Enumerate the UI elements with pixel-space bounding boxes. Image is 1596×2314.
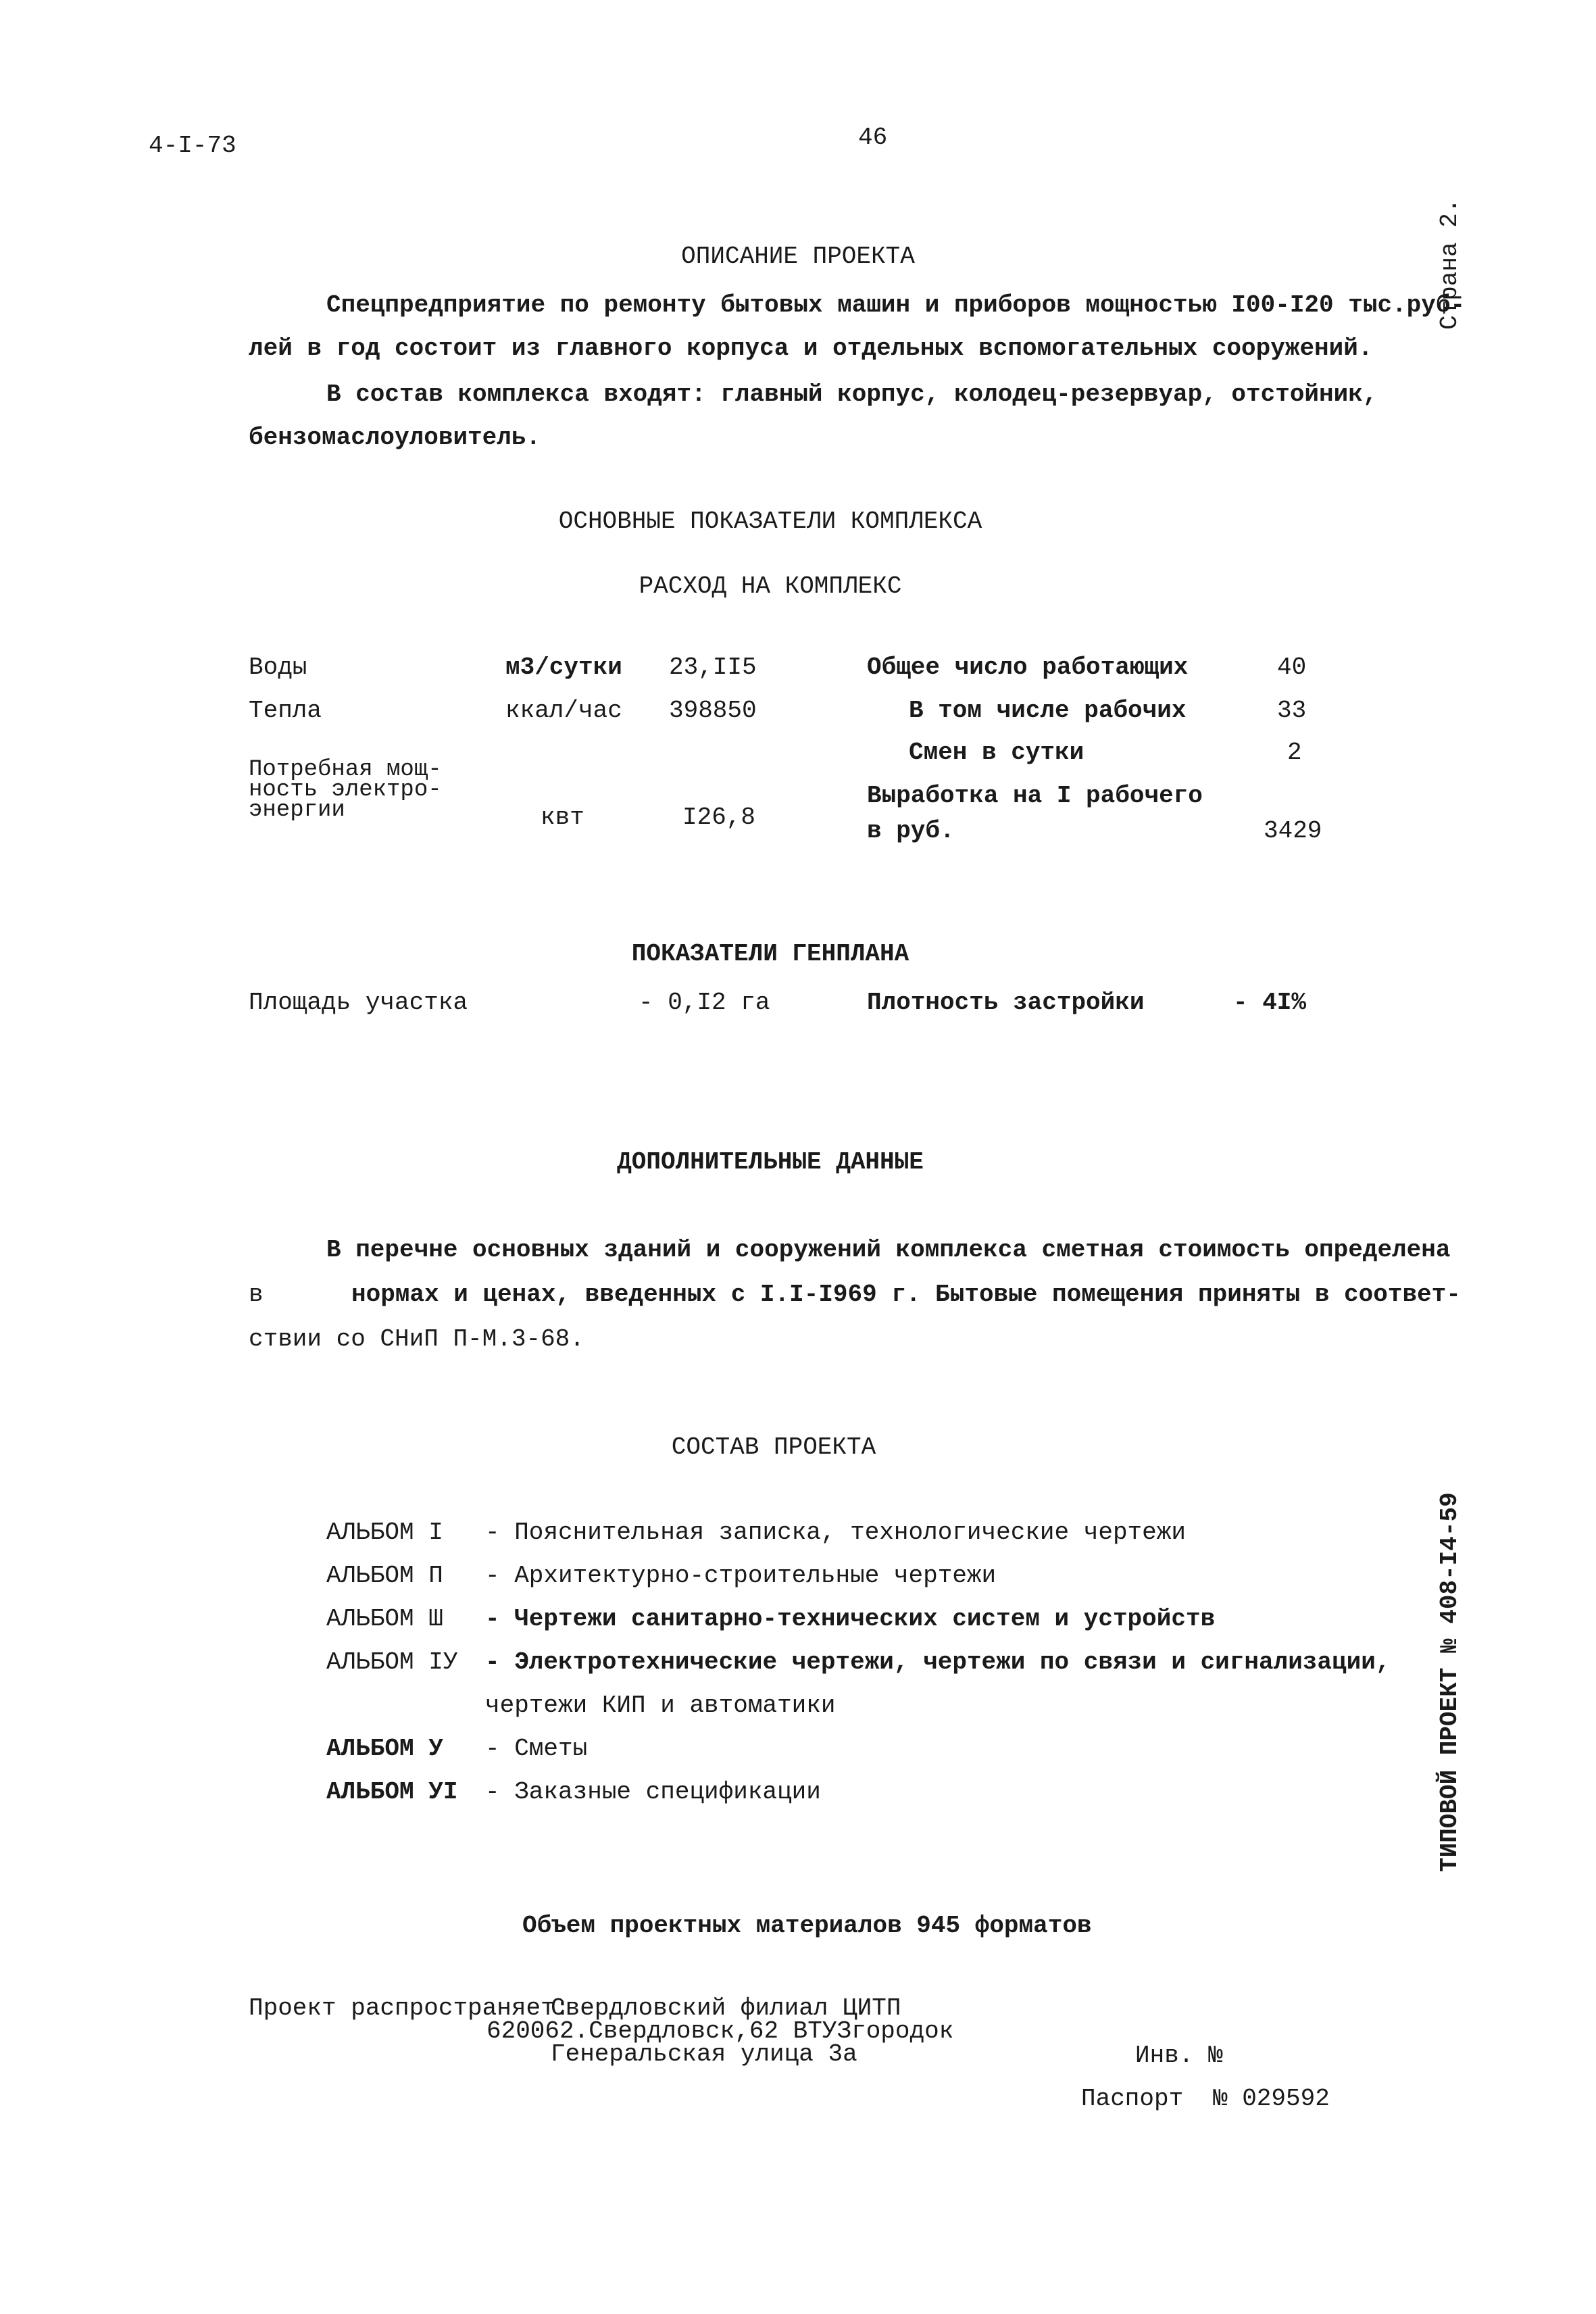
power-unit: квт: [541, 804, 584, 831]
composition-title: СОСТАВ ПРОЕКТА: [671, 1433, 876, 1461]
passport-number: № 029592: [1213, 2085, 1330, 2113]
heat-label: Тепла: [249, 697, 322, 724]
album-name: АЛЬБОМ I: [326, 1519, 443, 1546]
indicators-subtitle: РАСХОД НА КОМПЛЕКС: [639, 572, 902, 600]
output-label-2: в руб.: [867, 817, 955, 845]
power-value: I26,8: [682, 804, 756, 831]
additional-title: ДОПОЛНИТЕЛЬНЫЕ ДАННЫЕ: [617, 1148, 924, 1176]
inventory-label: Инв. №: [1135, 2042, 1223, 2069]
additional-line2-prefix: в: [249, 1281, 264, 1308]
power-label-3: энергии: [249, 797, 345, 823]
density-value: - 4I%: [1233, 989, 1307, 1016]
album-name: АЛЬБОМ У: [326, 1735, 443, 1763]
doc-code: 4-I-73: [149, 132, 236, 159]
shifts-label: Смен в сутки: [909, 739, 1084, 766]
additional-line3: ствии со СНиП П-М.3-68.: [249, 1325, 584, 1353]
water-value: 23,II5: [669, 654, 757, 681]
description-p2-line2: бензомаслоуловитель.: [249, 424, 541, 451]
album-desc: - Архитектурно-строительные чертежи: [485, 1562, 997, 1590]
passport-label: Паспорт: [1081, 2085, 1184, 2113]
additional-line2: нормах и ценах, введенных с I.I-I969 г. Бытовые помещения приняты в соответ-: [351, 1281, 1461, 1308]
workers-incl-label: В том числе рабочих: [909, 697, 1187, 724]
power-label-1: Потребная мощ-: [249, 757, 442, 783]
workers-incl-value: 33: [1277, 697, 1307, 724]
description-title: ОПИСАНИЕ ПРОЕКТА: [681, 243, 915, 270]
page-number: 46: [858, 124, 888, 151]
area-label: Площадь участка: [249, 989, 468, 1016]
project-volume: Объем проектных материалов 945 форматов: [522, 1912, 1092, 1940]
heat-unit: ккал/час: [505, 697, 622, 724]
album-desc: - Пояснительная записка, технологические чертежи: [485, 1519, 1186, 1546]
album-name: АЛЬБОМ УI: [326, 1778, 458, 1806]
distributor-label: Проект распространяет:: [249, 1994, 570, 2022]
side-label-project-number: ТИПОВОЙ ПРОЕКТ № 408-I4-59: [1436, 1492, 1464, 1872]
description-p2-line1: В состав комплекса входят: главный корпус, колодец-резервуар, отстойник,: [326, 380, 1378, 408]
output-label-1: Выработка на I рабочего: [867, 782, 1203, 810]
genplan-title: ПОКАЗАТЕЛИ ГЕНПЛАНА: [631, 940, 909, 968]
address-line-1: 620062.Свердловск,62 ВТУЗгородок: [487, 2017, 954, 2045]
album-desc: - Электротехнические чертежи, чертежи по связи и сигнализации,: [485, 1648, 1391, 1676]
workers-value: 40: [1277, 654, 1307, 681]
album-desc: - Сметы: [485, 1735, 588, 1763]
shifts-value: 2: [1287, 739, 1302, 766]
workers-label: Общее число работающих: [867, 654, 1189, 681]
area-value: - 0,I2 га: [639, 989, 770, 1016]
description-p1-line2: лей в год состоит из главного корпуса и отдельных вспомогательных сооружений.: [249, 335, 1373, 362]
heat-value: 398850: [669, 697, 757, 724]
album-desc: - Чертежи санитарно-технических систем и устройств: [485, 1605, 1216, 1633]
density-label: Плотность застройки: [867, 989, 1145, 1016]
distributor-name: Свердловский филиал ЦИТП: [551, 1994, 901, 2022]
output-value: 3429: [1264, 817, 1322, 845]
power-label-2: ность электро-: [249, 777, 442, 803]
water-label: Воды: [249, 654, 307, 681]
album-name: АЛЬБОМ Ш: [326, 1605, 443, 1633]
side-label-top: Страна 2.: [1436, 198, 1464, 330]
indicators-title: ОСНОВНЫЕ ПОКАЗАТЕЛИ КОМПЛЕКСА: [558, 508, 982, 535]
album-name: АЛЬБОМ IУ: [326, 1648, 458, 1676]
album-desc: - Заказные спецификации: [485, 1778, 821, 1806]
album-name: АЛЬБОМ П: [326, 1562, 443, 1590]
water-unit: м3/сутки: [505, 654, 622, 681]
album-desc-continued: чертежи КИП и автоматики: [485, 1692, 836, 1719]
description-p1-line1: Спецпредприятие по ремонту бытовых машин и приборов мощностью I00-I20 тыс.руб-: [326, 291, 1466, 319]
address-line-2: Генеральская улица 3а: [551, 2040, 857, 2068]
additional-line1: В перечне основных зданий и сооружений комплекса сметная стоимость определена: [326, 1236, 1451, 1264]
